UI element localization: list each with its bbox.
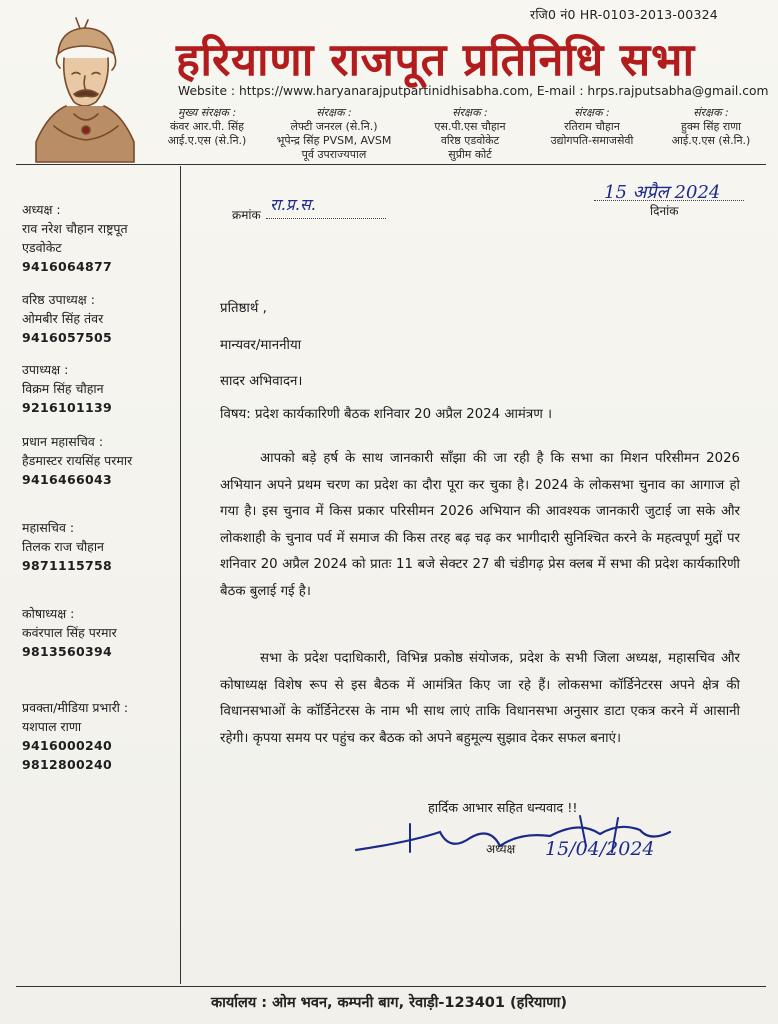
signature-date-handwritten: 15/04/2024 xyxy=(545,838,655,860)
patron-block xyxy=(656,106,766,148)
bearer-role: प्रधान महासचिव : xyxy=(22,434,104,449)
patron-role: संरक्षक : xyxy=(574,106,610,119)
bearer-name: तिलक राज चौहान xyxy=(22,539,104,554)
office-bearer xyxy=(22,200,180,276)
date-handwritten: 15 अप्रैल 2024 xyxy=(604,182,721,203)
patron-line: लेफ्टी जनरल (से.नि.) xyxy=(290,120,378,133)
body-paragraph-2: सभा के प्रदेश पदाधिकारी, विभिन्न प्रकोष्ठ संयोजक, प्रदेश के सभी जिला अध्यक्ष, महासचिव और कोषाध्यक्ष विशेष रूप से इस बैठक में आमंत्रित किए जा रहे हैं। लोकसभा कॉर्डिनेटरस अपने क्षेत्र की विधानसभाओं के कॉर्डिनेटरस के नाम भी साथ लाएं ताकि विधानसभा अनुसार डाटा एकत्र करने में आसानी रहेगी। कृपया समय पर पहुंच कर बैठक को अपने बहुमूल्य सुझाव देकर सफल बनाएं। xyxy=(220,651,740,746)
office-bearer xyxy=(22,518,180,575)
subject-line: विषय: प्रदेश कार्यकारिणी बैठक शनिवार 20 अप्रैल 2024 आमंत्रण । xyxy=(220,407,553,422)
patron-block xyxy=(266,106,402,162)
bearer-phone: 9416466043 xyxy=(22,472,112,487)
greeting: सादर अभिवादन। xyxy=(220,374,303,389)
bearer-role: महासचिव : xyxy=(22,520,75,535)
patron-line: आई.ए.एस (से.नि.) xyxy=(167,134,247,147)
patron-role: मुख्य संरक्षक : xyxy=(177,106,237,119)
patron-role: संरक्षक : xyxy=(693,106,729,119)
bearer-role: अध्यक्ष : xyxy=(22,202,61,217)
bearer-name: हैडमास्टर रायसिंह परमार xyxy=(22,453,133,468)
bearer-phone: 9871115758 xyxy=(22,558,112,573)
office-bearer xyxy=(22,360,180,417)
registration-number: रजि0 नं0 HR-0103-2013-00324 xyxy=(530,7,718,22)
patron-block xyxy=(540,106,644,148)
date-dotted-line xyxy=(594,200,744,201)
patron-line: हुक्म सिंह राणा xyxy=(680,120,742,133)
office-address: कार्यालय : ओम भवन, कम्पनी बाग, रेवाड़ी-123401 (हरियाणा) xyxy=(210,995,568,1011)
bearer-name: कवंरपाल सिंह परमार xyxy=(22,625,117,640)
bearer-name: ओमबीर सिंह तंवर xyxy=(22,311,104,326)
patron-line: रतिराम चौहान xyxy=(564,120,620,133)
office-bearer xyxy=(22,604,180,661)
footer-divider xyxy=(16,986,766,987)
patron-role: संरक्षक : xyxy=(452,106,488,119)
office-bearer xyxy=(22,290,180,347)
patron-line: भूपेन्द्र सिंह PVSM, AVSM xyxy=(276,134,392,147)
bearer-phone: 9812800240 xyxy=(22,757,112,772)
signer-role: अध्यक्ष xyxy=(486,842,516,856)
reference-label: क्रमांक xyxy=(232,208,261,222)
salutation: मान्यवर/माननीया xyxy=(220,338,302,353)
patron-line: एस.पी.एस चौहान xyxy=(434,120,506,133)
bearer-phone: 9813560394 xyxy=(22,644,112,659)
bearer-role: कोषाध्यक्ष : xyxy=(22,606,75,621)
office-bearer xyxy=(22,698,180,774)
bearer-phone: 9416000240 xyxy=(22,738,112,753)
patron-line: आई.ए.एस (से.नि.) xyxy=(671,134,751,147)
patron-role: संरक्षक : xyxy=(316,106,352,119)
bearer-name: यशपाल राणा xyxy=(22,719,82,734)
bearer-extra: एडवोकेट xyxy=(22,240,62,255)
patron-block xyxy=(160,106,254,148)
bearer-phone: 9216101139 xyxy=(22,400,112,415)
patron-line: सुप्रीम कोर्ट xyxy=(448,148,492,161)
patron-line: वरिष्ठ एडवोकेट xyxy=(440,134,500,147)
recipient-line: प्रतिष्ठार्थ , xyxy=(220,301,267,316)
reference-value-handwritten: रा.प्र.स. xyxy=(270,195,316,214)
bearer-phone: 9416057505 xyxy=(22,330,112,345)
header-divider xyxy=(16,164,766,165)
bearer-role: वरिष्ठ उपाध्यक्ष : xyxy=(22,292,95,307)
bearer-name: विक्रम सिंह चौहान xyxy=(22,381,104,396)
warrior-portrait-logo xyxy=(18,14,148,164)
patron-block xyxy=(414,106,526,162)
bearer-phone: 9416064877 xyxy=(22,259,112,274)
body-paragraph-1: आपको बड़े हर्ष के साथ जानकारी साँझा की जा रही है कि सभा का मिशन परिसीमन 2026 अभियान अपने प्रथम चरण का प्रदेश का दौरा पूरा कर चुका है। 2024 के लोकसभा चुनाव का आगाज हो गया है। इस चुनाव में किस प्रकार परिसीमन 2026 अभियान की आवश्यक जानकारी जुटाई जा सके और लोकशाही के चुनाव पर्व में समाज की किस तरह बढ़ चढ़ कर भागीदारी सुनिश्चित करने के महत्वपूर्ण मुद्दों पर शनिवार 20 अप्रैल 2024 को प्रातः 11 बजे सेक्टर 27 बी चंडीगढ़ प्रेस क्लब में सभा की प्रदेश कार्यकारिणी बैठक बुलाई गई है। xyxy=(220,451,740,599)
bearer-name: राव नरेश चौहान राष्ट्रपूत xyxy=(22,221,128,236)
organization-title: हरियाणा राजपूत प्रतिनिधि सभा xyxy=(176,33,695,86)
patron-line: उद्योगपति-समाजसेवी xyxy=(550,134,634,147)
bearer-role: उपाध्यक्ष : xyxy=(22,362,69,377)
thanks-line: हार्दिक आभार सहित धन्यवाद !! xyxy=(428,801,578,816)
sidebar-divider xyxy=(180,166,181,984)
patron-line: पूर्व उपराज्यपाल xyxy=(301,148,367,161)
patron-line: कंवर आर.पी. सिंह xyxy=(169,120,244,133)
contact-line: Website : https://www.haryanarajputpartinidhisabha.com, E-mail : hrps.rajputsabha@gmail.com xyxy=(178,84,769,98)
date-label: दिनांक xyxy=(650,204,679,218)
bearer-role: प्रवक्ता/मीडिया प्रभारी : xyxy=(22,700,129,715)
reference-dotted-line xyxy=(266,218,386,219)
office-bearer xyxy=(22,432,180,489)
